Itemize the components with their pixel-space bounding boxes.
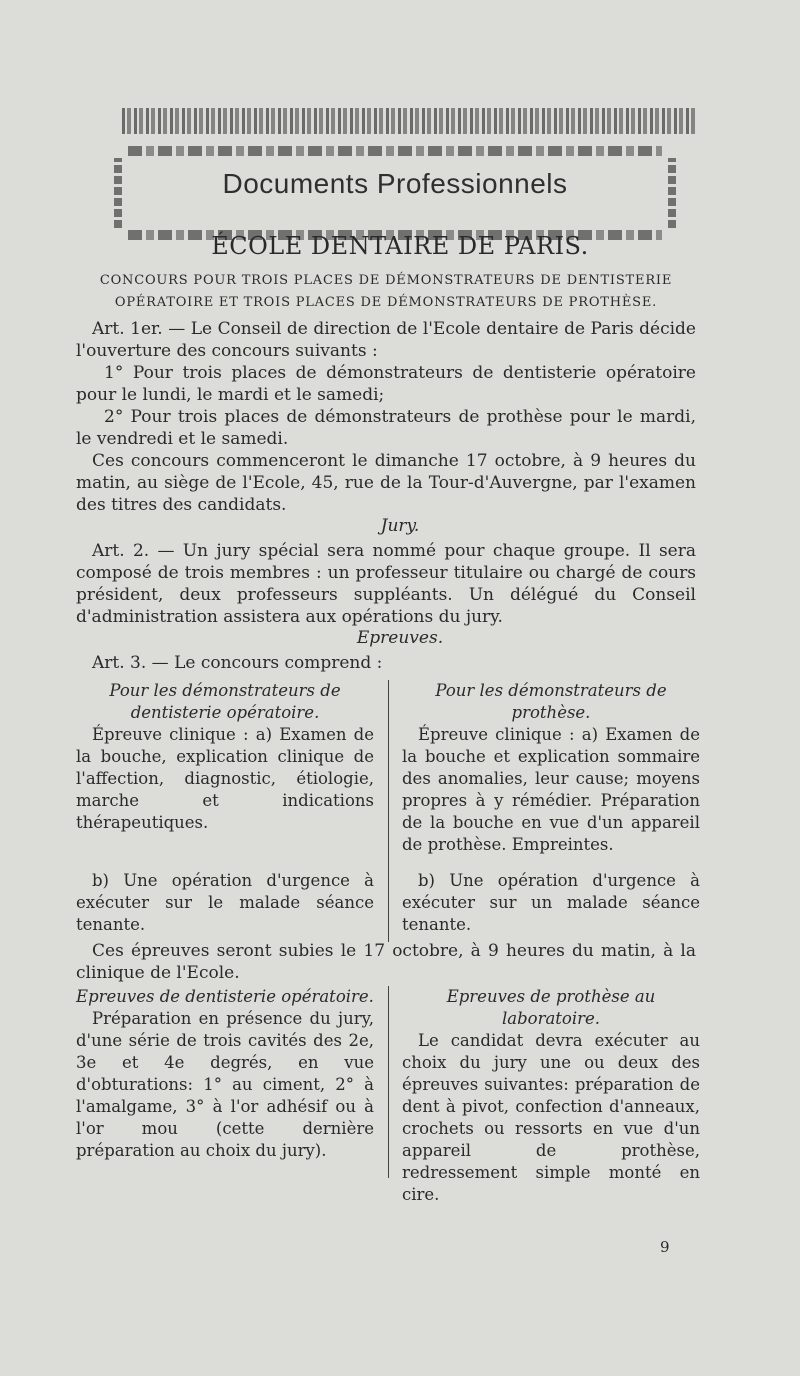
right-column-heading: Pour les démonstrateurs de prothèse. — [435, 681, 667, 722]
left-practical-heading: Epreuves de dentisterie opératoire. — [76, 987, 374, 1006]
right-column-clinique — [402, 680, 700, 856]
column-divider-2 — [388, 986, 389, 1178]
article1-item2: 2° Pour trois places de démonstrateurs de prothèse pour le mardi, le vendredi et le samedi. — [76, 407, 696, 449]
article1-intro: Art. 1er. — Le Conseil de direction de l'Ecole dentaire de Paris décide l'ouverture des concours suivants : — [76, 319, 696, 361]
subtitle: CONCOURS POUR TROIS PLACES DE DÉMONSTRATEURS DE DENTISTERIE OPÉRATOIRE ET TROIS PLACES DE DÉMONSTRATEURS DE PROTHÈSE. — [99, 273, 673, 310]
right-clinique-b: b) Une opération d'urgence à exécuter sur un malade séance tenante. — [402, 871, 700, 934]
article1-dates: Ces concours commenceront le dimanche 17 octobre, à 9 heures du matin, au siège de l'Ecole, 45, rue de la Tour-d'Auvergne, par l'examen des titres des candidats. — [76, 451, 696, 515]
page-number: 9 — [660, 1238, 670, 1256]
left-clinique-b: b) Une opération d'urgence à exécuter sur le malade séance tenante. — [76, 871, 374, 934]
right-practical-heading: Epreuves de prothèse au laboratoire. — [446, 987, 656, 1028]
section-title: Documents Professionnels — [222, 168, 568, 199]
article3-intro: Art. 3. — Le concours comprend : — [92, 653, 383, 673]
left-column-practical — [76, 986, 374, 1162]
epreuves-heading: Epreuves. — [356, 628, 444, 648]
headline: ÉCOLE DENTAIRE DE PARIS. — [211, 232, 589, 260]
left-column-clinique — [76, 680, 374, 834]
ornamental-border — [122, 108, 696, 134]
column-divider — [388, 680, 389, 942]
jury-heading: Jury. — [380, 516, 420, 536]
section-title-frame — [110, 146, 680, 240]
article1-item1: 1° Pour trois places de démonstrateurs de dentisterie opératoire pour le lundi, le mardi et le samedi; — [76, 363, 696, 405]
left-column-heading: Pour les démonstrateurs de dentisterie opératoire. — [109, 681, 341, 722]
left-clinique-a: Épreuve clinique : a) Examen de la bouche, explication clinique de l'affection, diagnostic, étiologie, marche et indications thérapeutiques. — [76, 725, 374, 832]
left-practical-text: Préparation en présence du jury, d'une série de trois cavités des 2e, 3e et 4e degrés, en vue d'obturations: 1° au ciment, 2° à l'amalgame, 3° à l'or adhésif ou à l'or mou (cette dernière préparation au choix du jury). — [76, 1009, 374, 1160]
article2-text: Art. 2. — Un jury spécial sera nommé pour chaque groupe. Il sera composé de trois membres : un professeur titulaire ou chargé de cours président, deux professeurs suppléants. Un délégué du Conseil d'administration assistera aux opérations du jury. — [76, 541, 696, 627]
greek-key-border-top — [128, 146, 662, 156]
right-clinique-a: Épreuve clinique : a) Examen de la bouche et explication sommaire des anomalies, leur cause; moyens propres à y rémédier. Préparation de la bouche en vue d'un appareil de prothèse. Empreintes. — [402, 725, 700, 854]
right-column-practical — [402, 986, 700, 1206]
right-practical-text: Le candidat devra exécuter au choix du jury une ou deux des épreuves suivantes: préparation de dent à pivot, confection d'anneaux, crochets ou ressorts en vue d'un appareil de prothèse, redressement simple monté en cire. — [402, 1031, 700, 1204]
epreuves-dates: Ces épreuves seront subies le 17 octobre, à 9 heures du matin, à la clinique de l'Ecole. — [76, 941, 696, 983]
